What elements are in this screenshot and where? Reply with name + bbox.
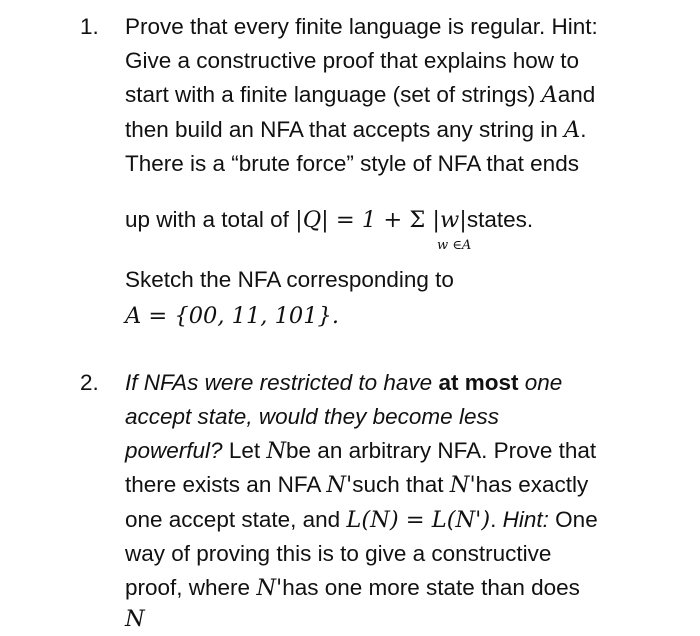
problem-2-line-1-text: If NFAs were restricted to have [125,370,439,395]
problem-2-line-6: way of proving this is to give a constructive [125,541,552,566]
problem-2-line-7-b: has one more state than does [282,575,580,600]
math-n-prime: N' [449,472,476,498]
problem-2-line-7 [125,571,580,605]
formula-suffix: states. [466,207,534,232]
problem-2-line-5 [125,503,598,537]
problem-2-line-8: N [125,606,145,632]
formula-term: |w| [425,207,467,233]
problem-1-line-4-tail: . [580,117,587,142]
math-set-a: A [564,117,581,143]
problem-2-line-3-question: powerful? [125,438,223,463]
problem-2-line-4-c: has exactly [475,472,589,497]
math-language-equality: L(N) = L(N') [346,507,491,533]
problem-2-line-4-b: such that [352,472,450,497]
problem-2-line-5-c: One [548,507,598,532]
problem-2-line-5-b: . [490,507,503,532]
problem-2-line-3-b: be an arbitrary NFA. Prove that [286,438,597,463]
hint-label: Hint: [502,507,549,532]
problem-2-line-3-a: Let [222,438,267,463]
problem-1-line-2: Give a constructive proof that explains how to [125,48,579,73]
problem-1-line-3-text: start with a finite language (set of strings) [125,82,542,107]
problem-1-line-3-tail: and [557,82,596,107]
problem-2-line-4 [125,468,588,502]
formula-count: |Q| = 1 + [295,207,410,233]
problem-1-line-3 [125,78,595,112]
math-n-prime: N' [326,472,353,498]
sum-subscript: w ∈A [437,238,472,253]
problem-2-line-5-a: one accept state, and [125,507,347,532]
problem-2-line-2 [125,400,499,434]
problem-2-line-3 [125,434,596,468]
math-set-a: A [541,82,558,108]
math-n-prime: N' [256,575,283,601]
math-n: N [266,438,287,464]
problem-1-line-4-text: then build an NFA that accepts any string in [125,117,565,142]
problem-1-line-1: Prove that every finite language is regular. Hint: [125,14,598,39]
sum-symbol: Σ [409,207,426,233]
problem-2-line-2-text: accept state, would they become less [125,404,499,429]
problem-2-line-1 [125,366,562,400]
problem-2-line-7-a: proof, where [125,575,257,600]
emphasis-at-most: at most [438,370,519,395]
problem-2-number: 2. [80,370,99,395]
formula-prefix: up with a total of [125,207,296,232]
problem-1-line-4 [125,113,587,147]
sketch-line: Sketch the NFA corresponding to [125,267,454,292]
problem-2-line-1-tail: one [518,370,563,395]
problem-1-line-5: There is a “brute force” style of NFA that ends [125,151,579,176]
set-definition: A = {00, 11, 101}. [125,303,340,329]
problem-2-line-4-a: there exists an NFA [125,472,327,497]
problem-1-number: 1. [80,14,99,39]
formula-line [125,203,533,237]
